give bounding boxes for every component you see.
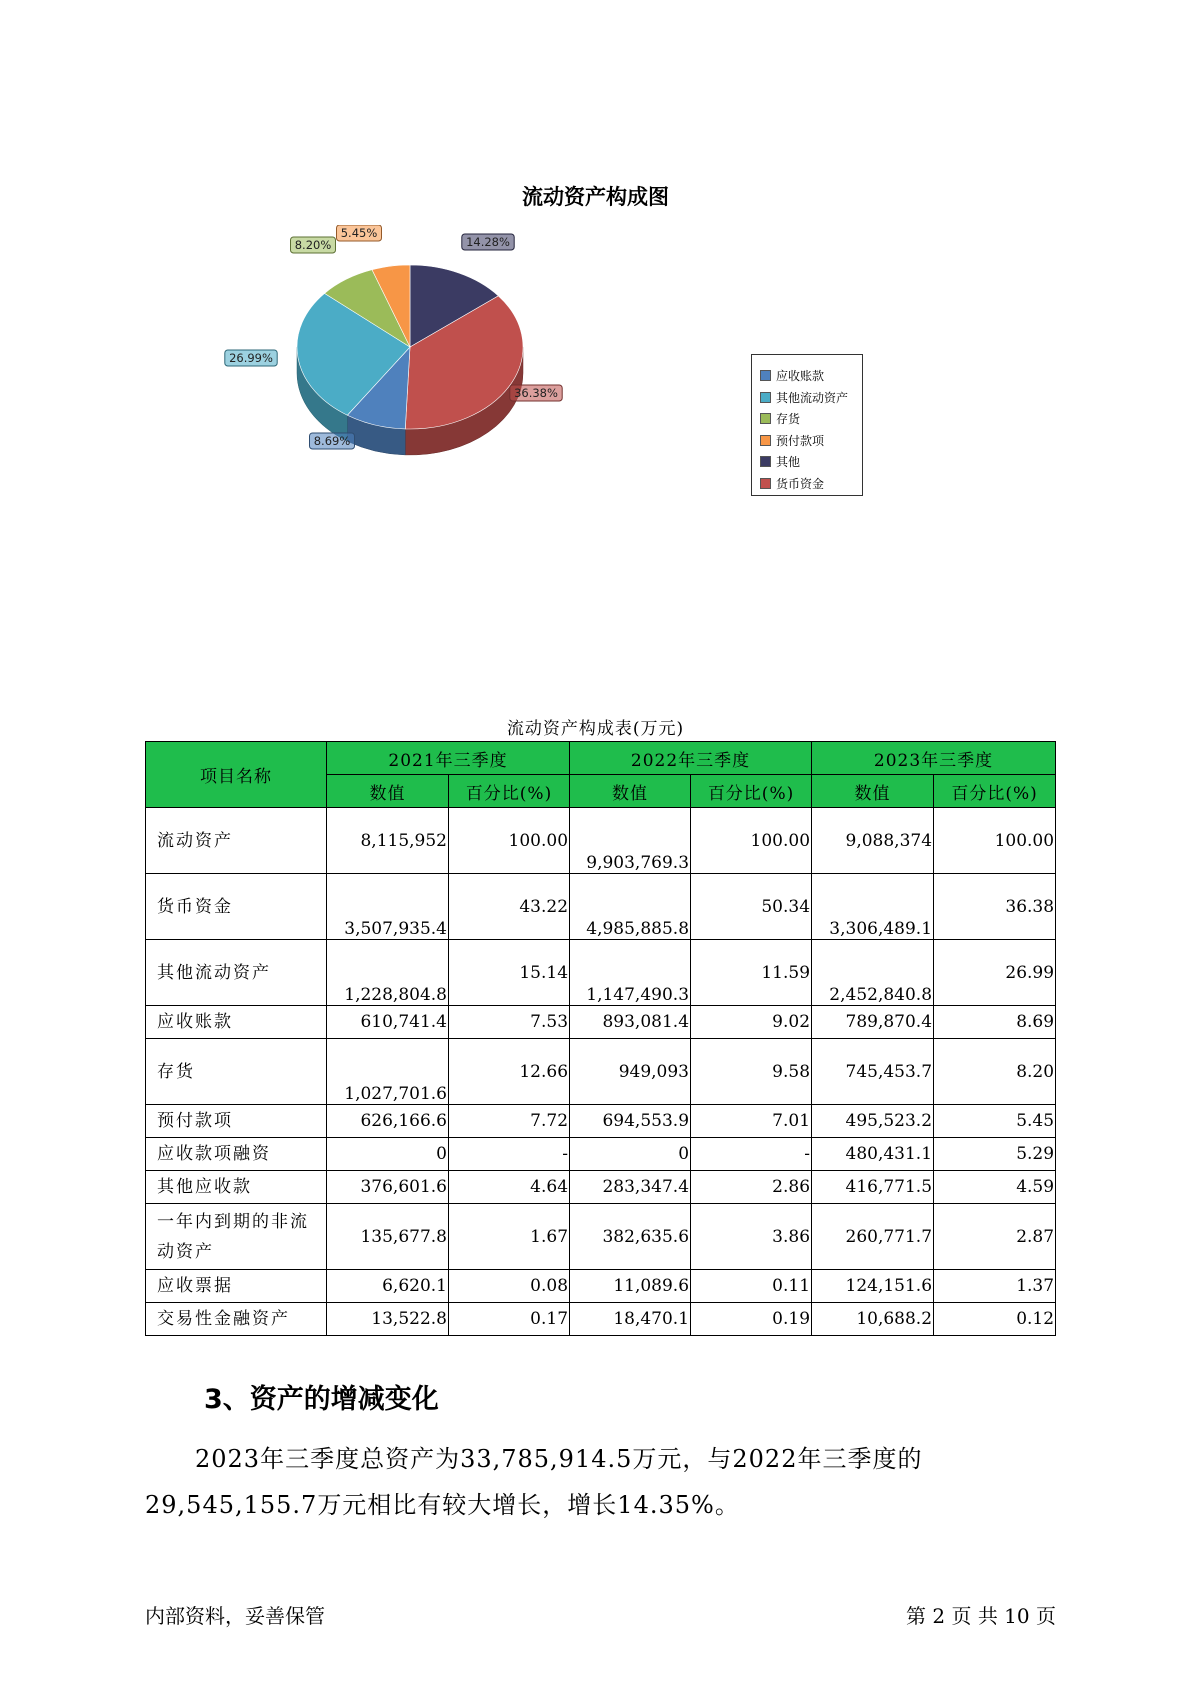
- row-label: 交易性金融资产: [146, 1303, 327, 1336]
- legend-label: 其他: [776, 455, 801, 470]
- table-cell: 0.08: [449, 1270, 570, 1303]
- table-cell: 694,553.9: [570, 1105, 691, 1138]
- pie-data-label-text: 14.28%: [466, 235, 510, 249]
- legend-label: 其他流动资产: [776, 390, 849, 405]
- table-cell: 376,601.6: [327, 1171, 449, 1204]
- table-cell: 7.01: [691, 1105, 812, 1138]
- legend-item: [760, 473, 862, 495]
- section-heading: 3、资产的增减变化: [204, 1384, 439, 1415]
- table-cell: 1,027,701.6: [327, 1039, 449, 1105]
- table-cell: 15.14: [449, 940, 570, 1006]
- table-cell: 100.00: [449, 808, 570, 874]
- table-cell: 4.59: [934, 1171, 1056, 1204]
- table-cell: 283,347.4: [570, 1171, 691, 1204]
- row-label: 流动资产: [146, 808, 327, 874]
- legend-swatch: [760, 435, 771, 446]
- table-cell: 8.69: [934, 1006, 1056, 1039]
- table-cell: 43.22: [449, 874, 570, 940]
- table-cell: 949,093: [570, 1039, 691, 1105]
- legend-item: [760, 430, 862, 452]
- table-cell: 135,677.8: [327, 1204, 449, 1270]
- table-cell: 12.66: [449, 1039, 570, 1105]
- header-item-name: 项目名称: [146, 742, 327, 808]
- table-cell: 4.64: [449, 1171, 570, 1204]
- table-cell: 8.20: [934, 1039, 1056, 1105]
- table-cell: 789,870.4: [812, 1006, 934, 1039]
- row-label: 其他应收款: [146, 1171, 327, 1204]
- pie-data-label-text: 36.38%: [514, 386, 558, 400]
- table-cell: 0: [570, 1138, 691, 1171]
- pie-chart: [220, 225, 620, 495]
- pie-data-label: [462, 234, 514, 250]
- chart-title: 流动资产构成图: [522, 185, 669, 209]
- legend-swatch: [760, 478, 771, 489]
- row-label: 一年内到期的非流动资产: [146, 1204, 327, 1270]
- table-row: [146, 808, 1056, 874]
- table-cell: 100.00: [691, 808, 812, 874]
- table-cell: 8,115,952: [327, 808, 449, 874]
- table-cell: 3,507,935.4: [327, 874, 449, 940]
- table-cell: 100.00: [934, 808, 1056, 874]
- table-cell: 9.02: [691, 1006, 812, 1039]
- legend-swatch: [760, 392, 771, 403]
- table-cell: 13,522.8: [327, 1303, 449, 1336]
- table-cell: 2.86: [691, 1171, 812, 1204]
- section-paragraph-text: 2023年三季度总资产为33,785,914.5万元，与2022年三季度的29,545,155.7万元相比有较大增长，增长14.35%。: [145, 1445, 923, 1519]
- header-period-2022: 2022年三季度: [570, 742, 812, 775]
- table-cell: 5.45: [934, 1105, 1056, 1138]
- legend-item: [760, 365, 862, 387]
- table-cell: 26.99: [934, 940, 1056, 1006]
- legend-item: [760, 408, 862, 430]
- pie-data-label: [337, 225, 382, 241]
- footer-page-number: 第 2 页 共 10 页: [906, 1604, 1056, 1628]
- header-period-2021: 2021年三季度: [327, 742, 570, 775]
- pie-data-label-text: 5.45%: [340, 226, 378, 240]
- table-cell: 0: [327, 1138, 449, 1171]
- table-cell: 11,089.6: [570, 1270, 691, 1303]
- pie-data-label: [310, 433, 355, 449]
- legend-swatch: [760, 370, 771, 381]
- row-label: 货币资金: [146, 874, 327, 940]
- header-period-2023: 2023年三季度: [812, 742, 1056, 775]
- legend-label: 存货: [776, 412, 801, 427]
- table-cell: 745,453.7: [812, 1039, 934, 1105]
- legend-label: 货币资金: [776, 476, 825, 491]
- table-cell: 9,903,769.3: [570, 808, 691, 874]
- pie-data-label-text: 8.20%: [294, 238, 332, 252]
- table-cell: -: [691, 1138, 812, 1171]
- table-row: [146, 1006, 1056, 1039]
- table-cell: 1.67: [449, 1204, 570, 1270]
- legend-label: 预付款项: [776, 433, 825, 448]
- table-cell: 7.53: [449, 1006, 570, 1039]
- section-paragraph: [145, 1436, 1055, 1528]
- current-assets-table: [145, 741, 1056, 1336]
- table-cell: 3.86: [691, 1204, 812, 1270]
- table-cell: 124,151.6: [812, 1270, 934, 1303]
- pie-data-label-text: 26.99%: [229, 351, 273, 365]
- table-row: [146, 940, 1056, 1006]
- row-label: 应收账款: [146, 1006, 327, 1039]
- table-cell: 1,147,490.3: [570, 940, 691, 1006]
- table-cell: 50.34: [691, 874, 812, 940]
- table-cell: 260,771.7: [812, 1204, 934, 1270]
- table-row: [146, 1105, 1056, 1138]
- pie-data-label: [291, 237, 336, 253]
- table-cell: 0.12: [934, 1303, 1056, 1336]
- table-cell: 3,306,489.1: [812, 874, 934, 940]
- table-cell: 10,688.2: [812, 1303, 934, 1336]
- table-cell: 36.38: [934, 874, 1056, 940]
- header-value-2022: 数值: [570, 775, 691, 808]
- table-cell: 4,985,885.8: [570, 874, 691, 940]
- legend-label: 应收账款: [776, 369, 825, 384]
- pie-data-label: [225, 350, 277, 366]
- table-cell: 7.72: [449, 1105, 570, 1138]
- table-cell: 18,470.1: [570, 1303, 691, 1336]
- legend-item: [760, 387, 862, 409]
- table-row: [146, 874, 1056, 940]
- table-cell: 626,166.6: [327, 1105, 449, 1138]
- table-cell: 893,081.4: [570, 1006, 691, 1039]
- table-cell: 11.59: [691, 940, 812, 1006]
- table-cell: 0.11: [691, 1270, 812, 1303]
- legend-swatch: [760, 456, 771, 467]
- table-caption: 流动资产构成表(万元): [506, 719, 685, 739]
- legend-item: [760, 451, 862, 473]
- table-cell: 2,452,840.8: [812, 940, 934, 1006]
- table-cell: 416,771.5: [812, 1171, 934, 1204]
- table-cell: 0.19: [691, 1303, 812, 1336]
- table-row: [146, 1303, 1056, 1336]
- chart-legend: [751, 354, 863, 496]
- table-cell: -: [449, 1138, 570, 1171]
- row-label: 应收款项融资: [146, 1138, 327, 1171]
- table-row: [146, 1039, 1056, 1105]
- header-pct-2023: 百分比(%): [934, 775, 1056, 808]
- table-cell: 1.37: [934, 1270, 1056, 1303]
- legend-swatch: [760, 413, 771, 424]
- pie-data-label: [510, 385, 562, 401]
- table-cell: 0.17: [449, 1303, 570, 1336]
- table-row: [146, 1270, 1056, 1303]
- header-pct-2022: 百分比(%): [691, 775, 812, 808]
- table-cell: 9,088,374: [812, 808, 934, 874]
- table-cell: 495,523.2: [812, 1105, 934, 1138]
- table-cell: 5.29: [934, 1138, 1056, 1171]
- table-cell: 382,635.6: [570, 1204, 691, 1270]
- table-cell: 1,228,804.8: [327, 940, 449, 1006]
- row-label: 其他流动资产: [146, 940, 327, 1006]
- table-cell: 9.58: [691, 1039, 812, 1105]
- header-pct-2021: 百分比(%): [449, 775, 570, 808]
- pie-data-label-text: 8.69%: [313, 434, 351, 448]
- table-cell: 480,431.1: [812, 1138, 934, 1171]
- table-cell: 6,620.1: [327, 1270, 449, 1303]
- table-row: [146, 1138, 1056, 1171]
- table-row: [146, 1171, 1056, 1204]
- header-value-2021: 数值: [327, 775, 449, 808]
- header-value-2023: 数值: [812, 775, 934, 808]
- row-label: 应收票据: [146, 1270, 327, 1303]
- table-row: [146, 1204, 1056, 1270]
- row-label: 预付款项: [146, 1105, 327, 1138]
- row-label: 存货: [146, 1039, 327, 1105]
- table-cell: 610,741.4: [327, 1006, 449, 1039]
- footer-confidential: 内部资料，妥善保管: [145, 1604, 325, 1628]
- table-cell: 2.87: [934, 1204, 1056, 1270]
